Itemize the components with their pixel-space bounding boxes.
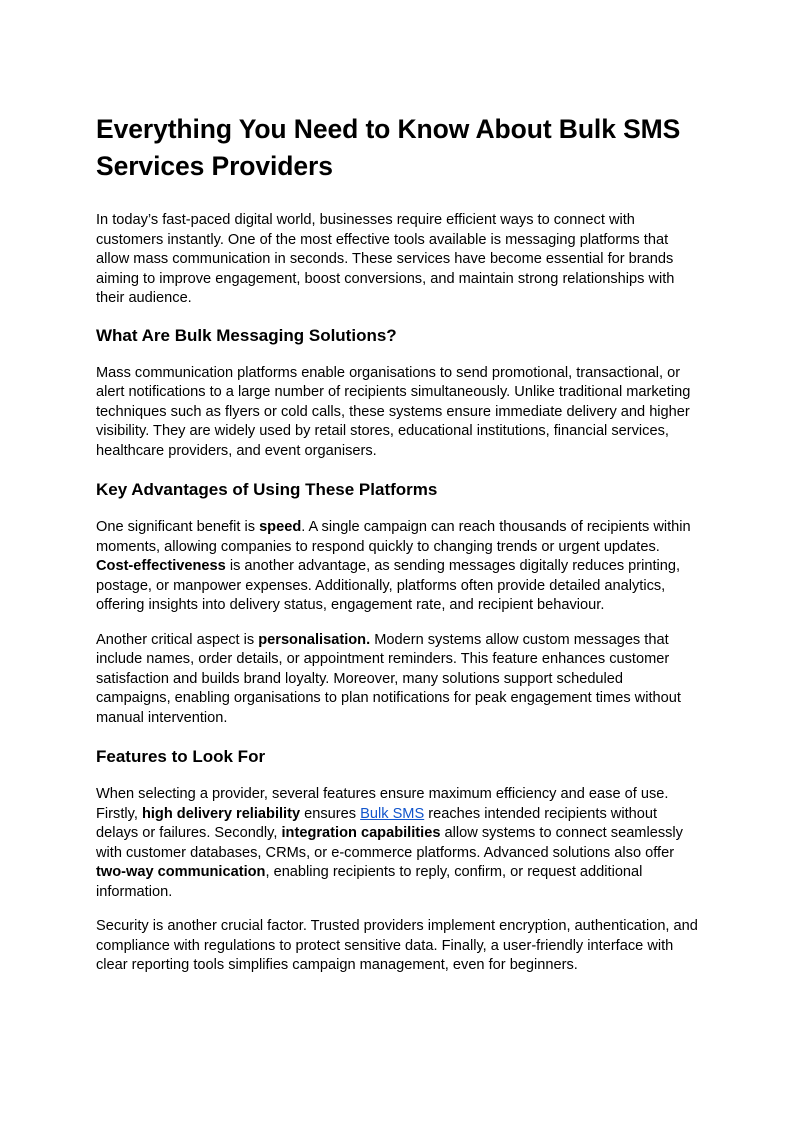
section2-paragraph-1 <box>96 518 700 616</box>
bold-term-speed: speed <box>259 519 302 535</box>
text-span: . A single campaign can reach thousands of recipients within moments, allowing companies to respond quickly to changing trends or urgent updates. <box>96 519 691 555</box>
text-span: One significant benefit is <box>96 519 260 535</box>
text-span: Modern systems allow custom messages that include names, order details, or appointment reminders. This feature enhances customer satisfaction and builds brand loyalty. Moreover, many solutions support scheduled campaigns, enabling organisations to plan notifications for peak engagement times without manual intervention. <box>96 631 681 726</box>
text-span: allow systems to connect seamlessly with customer databases, CRMs, or e-commerce platforms. Advanced solutions also offer <box>96 825 683 861</box>
document-page <box>96 111 700 991</box>
section-heading-bulk-messaging: What Are Bulk Messaging Solutions? <box>96 325 397 345</box>
section2-paragraph-2 <box>96 631 700 729</box>
bold-term-personalisation: personalisation. <box>258 631 371 648</box>
bulk-sms-link[interactable]: Bulk SMS <box>360 805 425 822</box>
text-span: ensures <box>300 805 361 822</box>
section-heading-features: Features to Look For <box>96 747 266 766</box>
section-heading-key-advantages: Key Advantages of Using These Platforms <box>96 480 438 499</box>
section3-paragraph-1 <box>96 785 700 902</box>
text-span: , enabling recipients to reply, confirm, or request additional information. <box>96 864 643 900</box>
text-span: is another advantage, as sending messages digitally reduces printing, postage, or manpower expenses. Additionally, platforms often provide detailed analytics, offering insights into delivery status, engagement rate, and recipient behaviour. <box>96 558 681 613</box>
page-title: Everything You Need to Know About Bulk SMS Services Providers <box>96 114 681 181</box>
text-span: reaches intended recipients without delays or failures. Secondly, <box>96 805 658 841</box>
text-span: When selecting a provider, several features ensure maximum efficiency and ease of use. Firstly, <box>96 786 669 822</box>
text-span: Another critical aspect is <box>96 631 259 648</box>
bold-term-two-way: two-way communication <box>96 864 266 880</box>
bold-term-cost-effectiveness: Cost-effectiveness <box>96 558 226 574</box>
section1-paragraph: Mass communication platforms enable organisations to send promotional, transactional, or alert notifications to a large number of recipients simultaneously. Unlike traditional marketing techniques such as flyers or cold calls, these systems ensure immediate delivery and higher visibility. They are widely used by retail stores, educational institutions, financial services, healthcare providers, and event organisers. <box>96 364 691 459</box>
intro-paragraph: In today’s fast-paced digital world, businesses require efficient ways to connect with customers instantly. One of the most effective tools available is messaging platforms that allow mass communication in seconds. These services have become essential for brands aiming to improve engagement, boost conversions, and maintain strong relationships with their audience. <box>96 212 675 306</box>
bold-term-integration: integration capabilities <box>281 825 441 841</box>
section3-paragraph-2: Security is another crucial factor. Trusted providers implement encryption, authentication, and compliance with regulations to protect sensitive data. Finally, a user-friendly interface with clear reporting tools simplifies campaign management, even for beginners. <box>96 918 698 973</box>
bold-term-delivery-reliability: high delivery reliability <box>141 805 301 822</box>
